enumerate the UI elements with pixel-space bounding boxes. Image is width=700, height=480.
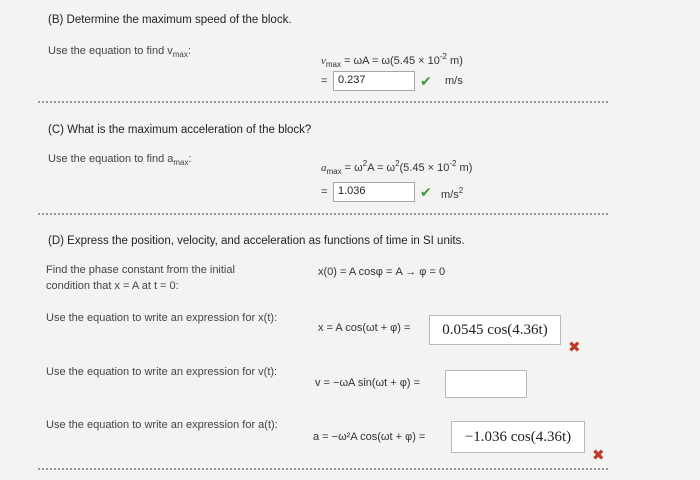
vmax-symbol: v xyxy=(321,55,326,67)
omega-square-1: 2 xyxy=(362,159,368,168)
max-acceleration-answer-field[interactable]: 1.036 xyxy=(333,182,415,202)
part-c-eq-mid2: A = ω xyxy=(367,162,396,174)
section-divider xyxy=(38,101,608,103)
velocity-answer-field[interactable] xyxy=(445,370,527,398)
position-answer-field[interactable]: 0.0545 cos(4.36t) xyxy=(429,315,561,345)
part-c-instruction: Use the equation to find $a_{max}$: xyxy=(48,153,192,167)
phase-equation: x(0) = A cosφ = A → φ = 0 xyxy=(318,266,446,278)
part-b-instruction-text: Use the equation to find v xyxy=(48,45,173,57)
part-c-heading: (C) What is the maximum acceleration of the block? xyxy=(48,124,312,136)
vmax-sub: max xyxy=(325,60,342,69)
part-c-eq-tail: (5.45 × 10 xyxy=(399,162,450,174)
part-c-eq-end: m) xyxy=(456,162,473,174)
part-c-instruction-text: Use the equation to find a xyxy=(48,153,174,165)
acceleration-answer-field[interactable]: −1.036 cos(4.36t) xyxy=(451,421,585,453)
cross-icon: ✖ xyxy=(568,339,581,356)
part-c-eq-mid: = ω xyxy=(341,162,363,174)
acceleration-equation: a = −ω²A cos(ωt + φ) = xyxy=(313,431,426,443)
section-divider xyxy=(38,468,608,470)
equals-sign: = xyxy=(321,75,328,87)
part-d-heading: (D) Express the position, velocity, and acceleration as functions of time in SI units. xyxy=(48,235,465,247)
velocity-label: Use the equation to write an expression for v(t): xyxy=(46,366,278,378)
part-b-eq-tail: m) xyxy=(446,55,463,67)
omega-square-2: 2 xyxy=(395,159,400,168)
part-b-unit: m/s xyxy=(445,75,463,87)
check-icon: ✔ xyxy=(420,184,432,200)
part-b-equation xyxy=(321,52,463,69)
position-label: Use the equation to write an expression for x(t): xyxy=(46,312,278,324)
part-c-unit-exp: 2 xyxy=(458,186,464,195)
part-b-eq-rhs: = ωA = ω(5.45 × 10 xyxy=(341,55,440,67)
part-c-equation xyxy=(321,159,472,176)
part-c-instruction-sub: max xyxy=(173,158,189,167)
part-c-unit xyxy=(441,186,463,201)
cross-icon: ✖ xyxy=(592,447,605,464)
check-icon: ✔ xyxy=(420,73,432,89)
velocity-equation: v = −ωA sin(ωt + φ) = xyxy=(315,377,421,389)
part-c-unit-text: m/s xyxy=(441,189,459,201)
part-b-heading: (B) Determine the maximum speed of the block. xyxy=(48,14,292,26)
part-c-eq-exp: -2 xyxy=(449,159,457,168)
part-b-instruction: Use the equation to find $v_{max}$: xyxy=(48,45,191,59)
phase-constant-label: Find the phase constant from the initial condition that x = A at t = 0: xyxy=(46,264,235,292)
acceleration-label: Use the equation to write an expression for a(t): xyxy=(46,419,278,431)
equals-sign: = xyxy=(321,186,328,198)
amax-sub: max xyxy=(326,167,342,176)
part-b-instruction-sub: max xyxy=(172,50,188,59)
max-speed-answer-field[interactable]: 0.237 xyxy=(333,71,415,91)
amax-symbol: a xyxy=(321,162,327,174)
part-b-eq-exp: -2 xyxy=(439,52,447,61)
section-divider xyxy=(38,213,608,215)
position-equation: x = A cos(ωt + φ) = xyxy=(318,322,411,334)
